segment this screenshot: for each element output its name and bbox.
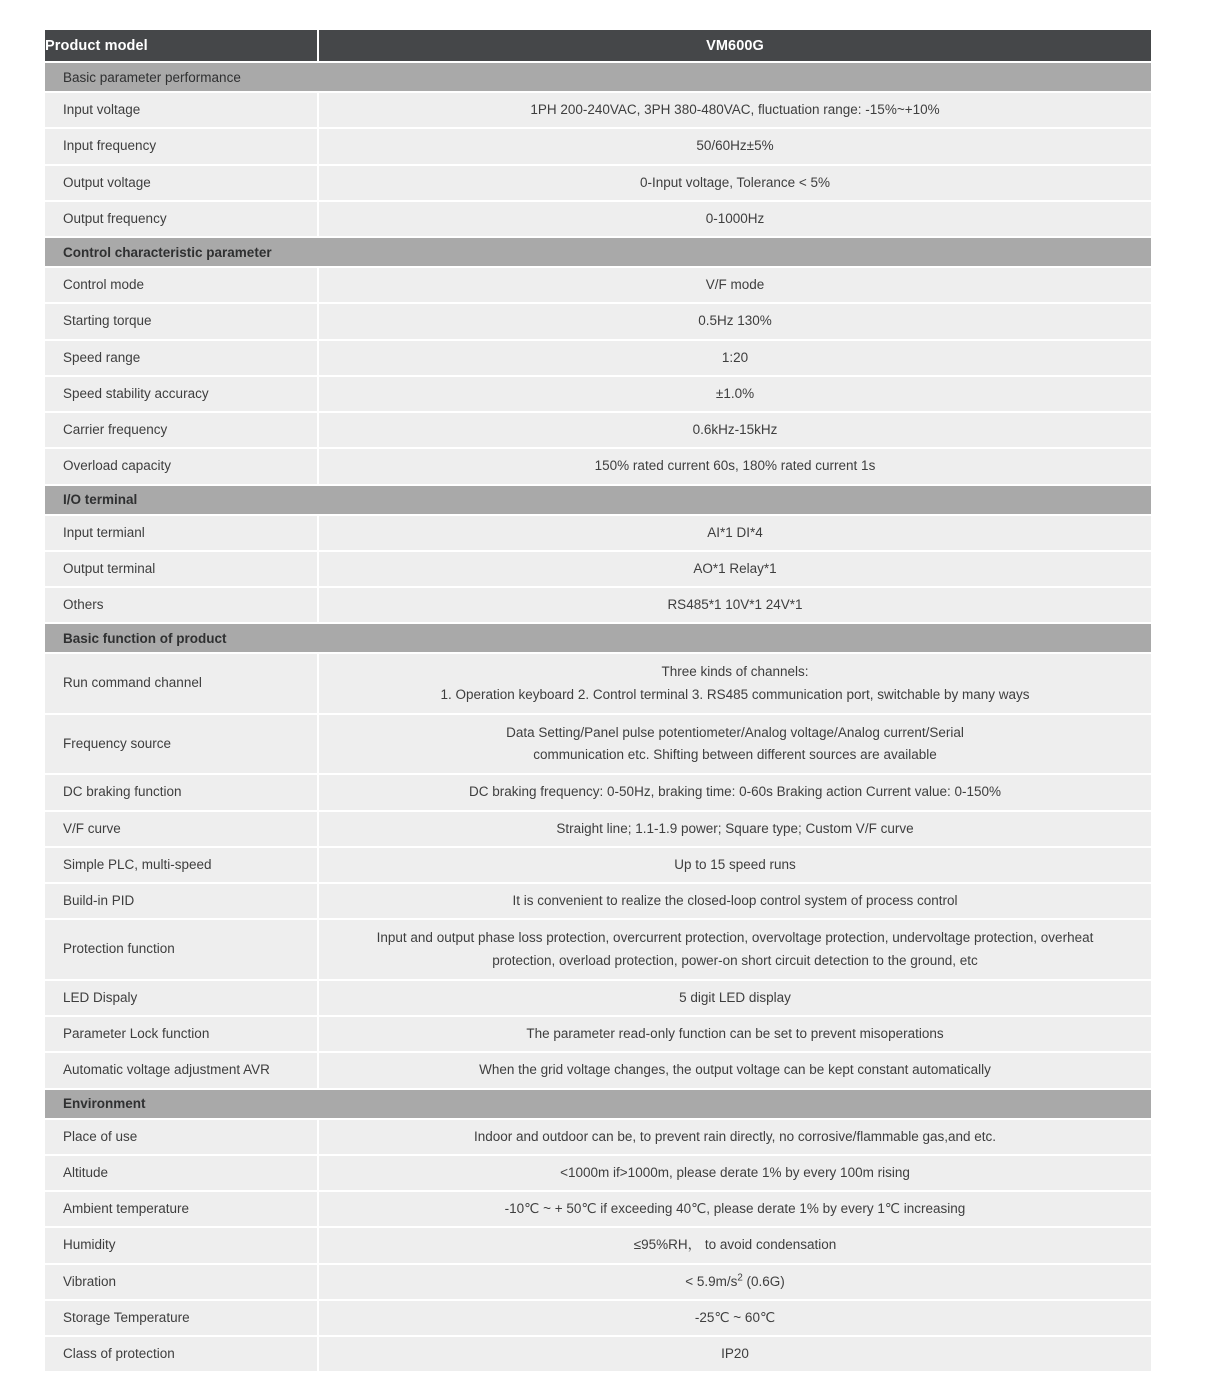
row-value: DC braking frequency: 0-50Hz, braking time: 0-60s Braking action Current value: 0-150% xyxy=(319,775,1151,809)
row-value: 150% rated current 60s, 180% rated current 1s xyxy=(319,449,1151,483)
row-label: Starting torque xyxy=(45,304,319,338)
row-value: <1000m if>1000m, please derate 1% by every 100m rising xyxy=(319,1156,1151,1190)
table-row xyxy=(45,202,1151,236)
table-row xyxy=(45,654,1151,713)
section-header-row xyxy=(45,1090,1151,1118)
table-row xyxy=(45,516,1151,550)
specification-table-body xyxy=(45,30,1151,1371)
row-value: 0-Input voltage, Tolerance < 5% xyxy=(319,166,1151,200)
header-label-cell: Product model xyxy=(45,30,319,61)
row-label: Output frequency xyxy=(45,202,319,236)
table-row xyxy=(45,93,1151,127)
row-value: 1PH 200-240VAC, 3PH 380-480VAC, fluctuation range: -15%~+10% xyxy=(319,93,1151,127)
table-row xyxy=(45,268,1151,302)
row-value: 0.6kHz-15kHz xyxy=(319,413,1151,447)
row-value-line: Data Setting/Panel pulse potentiometer/Analog voltage/Analog current/Serial xyxy=(506,724,964,740)
row-label: V/F curve xyxy=(45,812,319,846)
row-label: Build-in PID xyxy=(45,884,319,918)
section-header-row xyxy=(45,486,1151,514)
row-label: Frequency source xyxy=(45,715,319,774)
table-row xyxy=(45,1156,1151,1190)
table-row xyxy=(45,1192,1151,1226)
row-value: Straight line; 1.1-1.9 power; Square type; Custom V/F curve xyxy=(319,812,1151,846)
row-value: < $5.9m/s^2$ (0.6G) xyxy=(319,1265,1151,1299)
row-label: LED Dispaly xyxy=(45,981,319,1015)
row-value: 0.5Hz 130% xyxy=(319,304,1151,338)
row-label: DC braking function xyxy=(45,775,319,809)
row-value: 1:20 xyxy=(319,341,1151,375)
table-row xyxy=(45,304,1151,338)
row-label: Overload capacity xyxy=(45,449,319,483)
row-value: AI*1 DI*4 xyxy=(319,516,1151,550)
section-title: I/O terminal xyxy=(45,486,1151,514)
row-value-line: protection, overload protection, power-on short circuit detection to the ground, etc xyxy=(492,952,978,968)
row-value: It is convenient to realize the closed-loop control system of process control xyxy=(319,884,1151,918)
section-header-row xyxy=(45,624,1151,652)
row-value: The parameter read-only function can be set to prevent misoperations xyxy=(319,1017,1151,1051)
section-title: Basic parameter performance xyxy=(45,63,1151,91)
table-row xyxy=(45,848,1151,882)
row-value: 50/60Hz±5% xyxy=(319,129,1151,163)
row-label: Humidity xyxy=(45,1228,319,1262)
table-row xyxy=(45,129,1151,163)
section-title: Environment xyxy=(45,1090,1151,1118)
table-row xyxy=(45,775,1151,809)
row-value: ±1.0% xyxy=(319,377,1151,411)
row-value xyxy=(319,920,1151,979)
table-row xyxy=(45,552,1151,586)
table-row xyxy=(45,588,1151,622)
row-value: -10℃ ~ + 50℃ if exceeding 40℃, please derate 1% by every 1℃ increasing xyxy=(319,1192,1151,1226)
row-value: -25℃ ~ 60℃ xyxy=(319,1301,1151,1335)
row-label: Altitude xyxy=(45,1156,319,1190)
row-value: 5 digit LED display xyxy=(319,981,1151,1015)
row-value-line: Three kinds of channels: xyxy=(661,664,809,680)
row-label: Parameter Lock function xyxy=(45,1017,319,1051)
section-header-row xyxy=(45,238,1151,266)
table-row xyxy=(45,377,1151,411)
table-row xyxy=(45,920,1151,979)
row-label: Vibration xyxy=(45,1265,319,1299)
row-value: Indoor and outdoor can be, to prevent rain directly, no corrosive/flammable gas,and etc. xyxy=(319,1120,1151,1154)
row-label: Speed range xyxy=(45,341,319,375)
row-value: IP20 xyxy=(319,1337,1151,1371)
table-row xyxy=(45,413,1151,447)
row-label: Others xyxy=(45,588,319,622)
row-value-line: 1. Operation keyboard 2. Control terminal 3. RS485 communication port, switchable by many ways xyxy=(440,686,1030,702)
specification-table xyxy=(45,28,1151,1373)
header-model-cell: VM600G xyxy=(319,30,1151,61)
row-value: ≤95%RH， to avoid condensation xyxy=(319,1228,1151,1262)
row-label: Protection function xyxy=(45,920,319,979)
row-value xyxy=(319,654,1151,713)
section-title: Control characteristic parameter xyxy=(45,238,1151,266)
table-row xyxy=(45,341,1151,375)
row-value-line: communication etc. Shifting between different sources are available xyxy=(533,747,937,763)
table-row xyxy=(45,715,1151,774)
row-value-line: Input and output phase loss protection, overcurrent protection, overvoltage protection, undervoltage protection, overheat xyxy=(376,930,1094,946)
row-label: Input frequency xyxy=(45,129,319,163)
table-row xyxy=(45,981,1151,1015)
row-value: Up to 15 speed runs xyxy=(319,848,1151,882)
row-value: V/F mode xyxy=(319,268,1151,302)
row-label: Control mode xyxy=(45,268,319,302)
table-row xyxy=(45,884,1151,918)
section-header-row xyxy=(45,63,1151,91)
row-label: Carrier frequency xyxy=(45,413,319,447)
row-value xyxy=(319,715,1151,774)
table-row xyxy=(45,1017,1151,1051)
table-row xyxy=(45,1265,1151,1299)
row-label: Ambient temperature xyxy=(45,1192,319,1226)
row-label: Automatic voltage adjustment AVR xyxy=(45,1053,319,1087)
row-label: Input voltage xyxy=(45,93,319,127)
table-row xyxy=(45,1053,1151,1087)
row-label: Output voltage xyxy=(45,166,319,200)
table-row xyxy=(45,812,1151,846)
row-label: Class of protection xyxy=(45,1337,319,1371)
row-label: Speed stability accuracy xyxy=(45,377,319,411)
row-value: AO*1 Relay*1 xyxy=(319,552,1151,586)
table-header-row xyxy=(45,30,1151,61)
table-row xyxy=(45,1337,1151,1371)
row-label: Input termianl xyxy=(45,516,319,550)
table-row xyxy=(45,1301,1151,1335)
table-row xyxy=(45,1120,1151,1154)
table-row xyxy=(45,449,1151,483)
row-value: When the grid voltage changes, the output voltage can be kept constant automatically xyxy=(319,1053,1151,1087)
row-label: Output terminal xyxy=(45,552,319,586)
row-label: Place of use xyxy=(45,1120,319,1154)
table-row xyxy=(45,1228,1151,1262)
section-title: Basic function of product xyxy=(45,624,1151,652)
table-row xyxy=(45,166,1151,200)
row-value: 0-1000Hz xyxy=(319,202,1151,236)
row-label: Simple PLC, multi-speed xyxy=(45,848,319,882)
specification-sheet xyxy=(45,28,1151,1373)
row-value: RS485*1 10V*1 24V*1 xyxy=(319,588,1151,622)
row-label: Storage Temperature xyxy=(45,1301,319,1335)
row-label: Run command channel xyxy=(45,654,319,713)
